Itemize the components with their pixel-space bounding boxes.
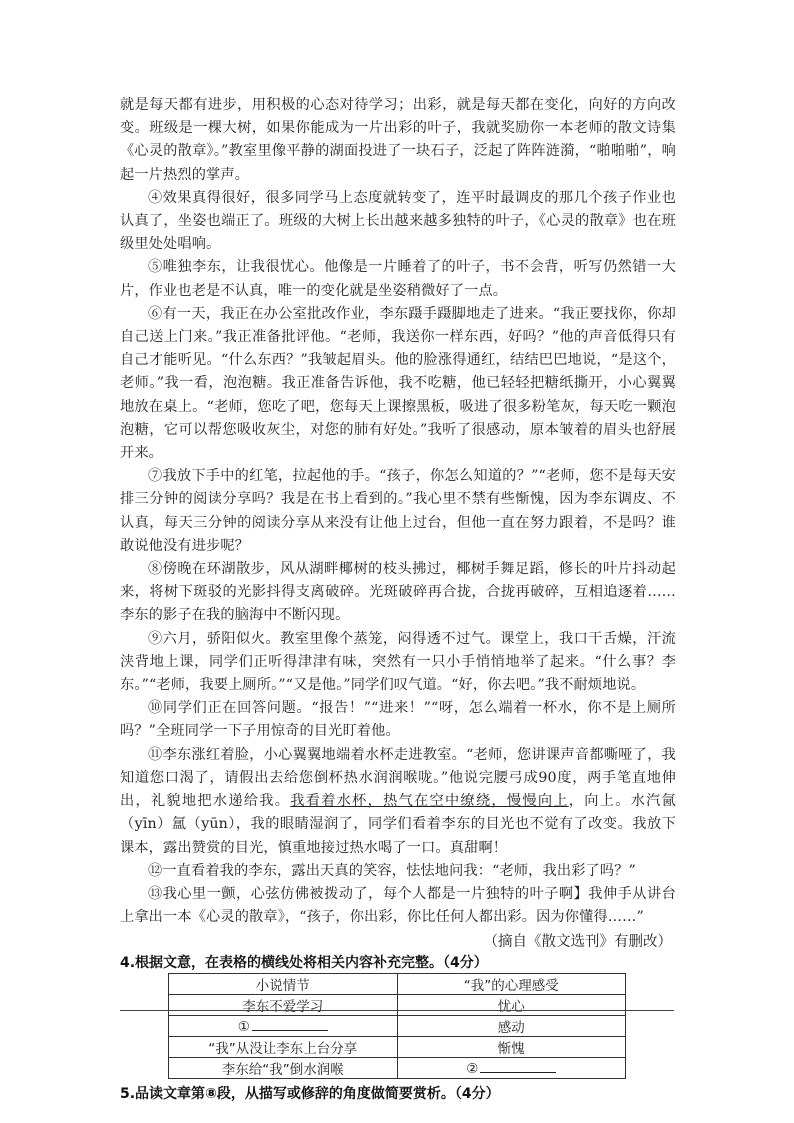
paragraph-7: ⑦我放下手中的红笔，拉起他的手。“孩子，你怎么知道的？”“老师，您不是每天安排三分钟的阅读分享吗？我是在书上看到的。”我心里不禁有些惭愧，因为李东调皮、不认真，每天三分钟的阅读分享从来没有让他上过台，但他一直在努力跟着，不是吗？谁敢说他没有进步呢？ bbox=[120, 468, 676, 554]
table-row bbox=[169, 1037, 626, 1058]
paragraph-9: ⑨六月，骄阳似火。教室里像个蒸笼，闷得透不过气。课堂上，我口干舌燥，汗流浃背地上课，同学们正听得津津有味，突然有一只小手悄悄地举了起来。“什么事？李东。”“老师，我要上厕所。”“又是他。”同学们叹气道。“好，你去吧。”我不耐烦地说。 bbox=[120, 630, 676, 694]
answer-table bbox=[168, 973, 626, 1079]
paragraph-continued: 就是每天都有进步，用积极的心态对待学习；出彩，就是每天都在变化，向好的方向改变。班级是一棵大树，如果你能成为一片出彩的叶子，我就奖励你一本老师的散文诗集《心灵的散章》。”教室里像平静的湖面投进了一块石子，泛起了阵阵涟漪，“啪啪啪”，响起一片热烈的掌声。 bbox=[120, 97, 676, 183]
table-cell: “我”从没让李东上台分享 bbox=[169, 1037, 398, 1058]
blank-number: ② bbox=[466, 1060, 479, 1077]
paragraph-10: ⑩同学们正在回答问题。“报告！”“进来！”“呀，怎么端着一杯水，你不是上厕所吗？”全班同学一下子用惊奇的目光盯着他。 bbox=[120, 700, 676, 740]
table-header: 小说情节 bbox=[169, 974, 398, 995]
paragraph-11-rest: ，向上。水汽氤（yīn）氲（yūn），我的眼睛湿润了，同学们看着李东的目光也不觉有了改变。我放下课本，露出赞赏的目光，慎重地接过热水喝了一口。真甜啊！ bbox=[120, 793, 676, 856]
table-cell: 李东不爱学习 bbox=[169, 995, 398, 1016]
answer-line[interactable] bbox=[120, 1010, 674, 1011]
table-cell: 惭愧 bbox=[397, 1037, 626, 1058]
table-cell: 忧心 bbox=[397, 995, 626, 1016]
paragraph-11-text: ⑪李东涨红着脸，小心翼翼地端着水杯走进教室。“老师，您讲课声音都嘶哑了，我知道您口渴了，请假出去给您倒杯热水润润喉咙。”他说完腰弓成90度，两手笔直地伸出，礼貌地把水递给我。 bbox=[120, 746, 676, 810]
question-5: 5.品读文章第⑧段，从描写或修辞的角度做简要赏析。（4分） bbox=[120, 1086, 500, 1103]
table-row bbox=[169, 995, 626, 1016]
answer-blank-1[interactable] bbox=[252, 1018, 328, 1031]
paragraph-11 bbox=[120, 744, 676, 860]
paragraph-4: ④效果真得很好，很多同学马上态度就转变了，连平时最调皮的那几个孩子作业也认真了，坐姿也端正了。班级的大树上长出越来越多独特的叶子，《心灵的散章》也在班级里处处唱响。 bbox=[120, 189, 676, 253]
table-row bbox=[169, 1016, 626, 1037]
table-cell[interactable] bbox=[169, 1016, 398, 1037]
table-cell: 李东给“我”倒水润喉 bbox=[169, 1058, 398, 1079]
blank-number: ① bbox=[237, 1018, 250, 1035]
paragraph-13: ⑬我心里一颤，心弦仿佛被拨动了，每个人都是一片独特的叶子啊】我伸手从讲台上拿出一本《心灵的散章》，“孩子，你出彩，你比任何人都出彩。因为你懂得……” bbox=[120, 885, 676, 926]
table-cell[interactable] bbox=[397, 1058, 626, 1079]
paragraph-12: ⑫一直看着我的李东，露出天真的笑容，怯怯地问我：“老师，我出彩了吗？” bbox=[148, 862, 636, 879]
paragraph-5: ⑤唯独李东，让我很忧心。他像是一片睡着了的叶子，书不会背，听写仍然错一大片，作业也老是不认真，唯一的变化就是坐姿稍微好了一点。 bbox=[120, 259, 676, 299]
table-header-row bbox=[169, 974, 626, 995]
paragraph-6: ⑥有一天，我正在办公室批改作业，李东蹑手蹑脚地走了进来。“我正要找你，你却自己送上门来。”我正准备批评他。“老师，我送你一样东西，好吗？”他的声音低得只有自己才能听见。“什么东西？”我皱起眉头。他的脸涨得通红，结结巴巴地说，“是这个，老师。”我一看，泡泡糖。我正准备告诉他，我不吃糖，他已轻轻把糖纸撕开，小心翼翼地放在桌上。“老师，您吃了吧，您每天上课擦黑板，吸进了很多粉笔灰，每天吃一颗泡泡糖，它可以帮您吸收灰尘，对您的肺有好处。”我听了很感动，原本皱着的眉头也舒展开来。 bbox=[120, 305, 676, 462]
table-header: “我”的心理感受 bbox=[397, 974, 626, 995]
paragraph-8: ⑧傍晚在环湖散步，风从湖畔椰树的枝头拂过，椰树手舞足蹈，修长的叶片抖动起来，将树下斑驳的光影抖得支离破碎。光斑破碎再合拢，合拢再破碎，互相追逐着……李东的影子在我的脑海中不断闪现。 bbox=[120, 561, 676, 624]
table-cell: 感动 bbox=[397, 1016, 626, 1037]
document-body bbox=[120, 94, 676, 1104]
answer-blank-2[interactable] bbox=[480, 1060, 556, 1073]
question-4: 4.根据文意，在表格的横线处将相关内容补充完整。（4分） bbox=[120, 955, 488, 972]
source-note: （摘自《散文选刊》有删改） bbox=[483, 934, 672, 951]
table-row bbox=[169, 1058, 626, 1079]
underlined-sentence: 我看着水杯，热气在空中缭绕，慢慢向上 bbox=[290, 793, 569, 810]
